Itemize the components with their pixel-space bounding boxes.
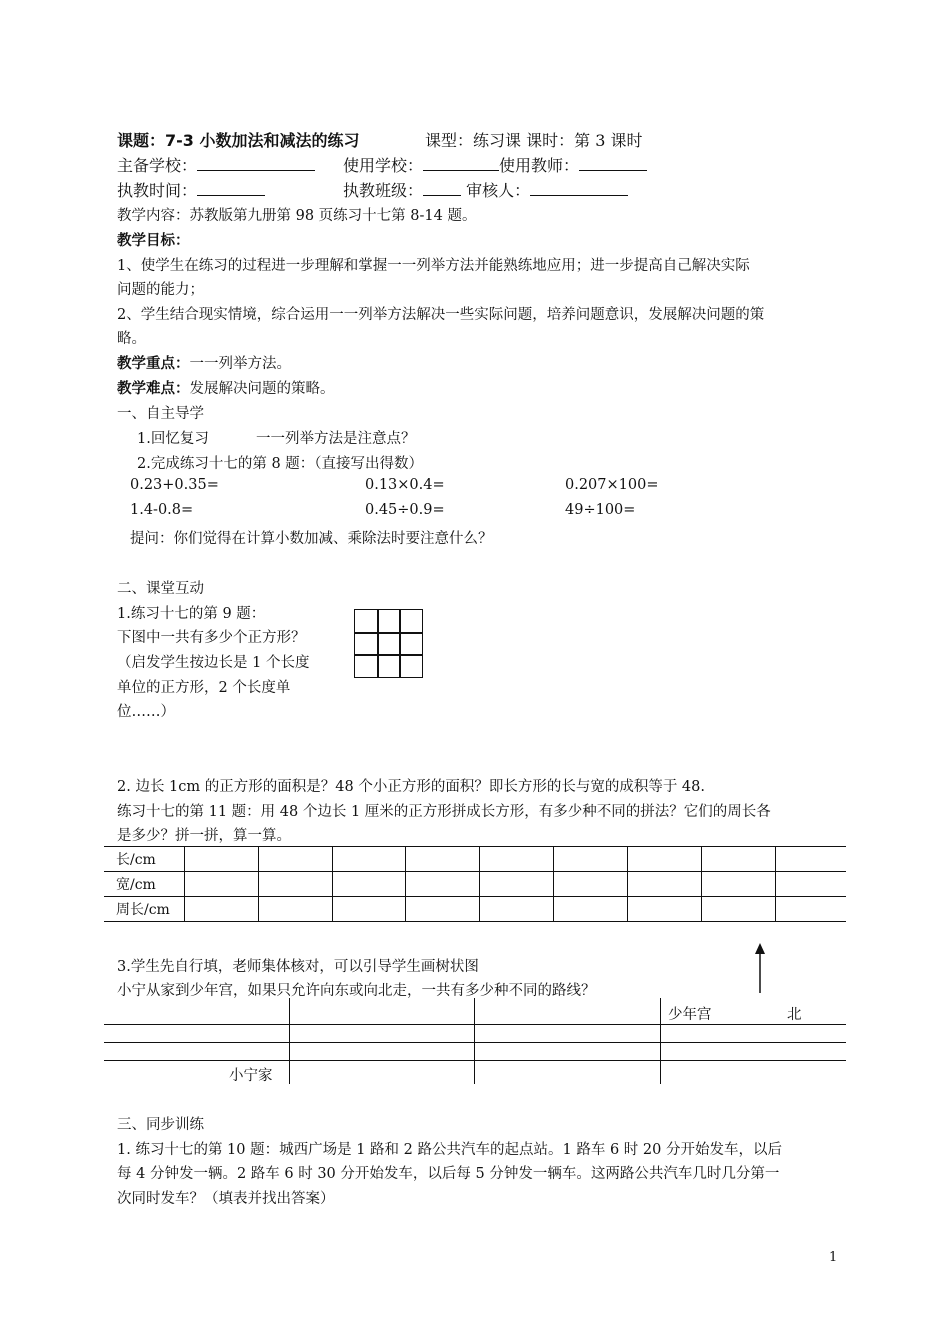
goal-1-line-2: 问题的能力； <box>117 282 204 298</box>
table-row <box>104 897 846 922</box>
section-1-item-1b: 一一列举方法是注意点？ <box>256 431 416 447</box>
goal-2-line-2: 略。 <box>117 331 146 347</box>
section-2-heading: 二、课堂互动 <box>117 581 204 597</box>
title-text: 7-3 小数加法和减法的练习 <box>165 131 360 150</box>
table-cell[interactable] <box>554 872 628 897</box>
page-number: 1 <box>829 1250 838 1265</box>
use-school-field[interactable] <box>423 155 499 171</box>
map-destination: 少年宫 <box>668 1007 712 1023</box>
calc-item: 0.13×0.4= <box>365 477 445 493</box>
lesson-type: 课型：练习课 <box>425 131 522 150</box>
table-cell[interactable] <box>332 847 406 872</box>
row-header: 周长/cm <box>104 897 185 922</box>
row-header: 宽/cm <box>104 872 185 897</box>
table-cell[interactable] <box>258 872 332 897</box>
use-teacher-label: 使用教师： <box>499 156 580 175</box>
calc-item: 0.23+0.35= <box>130 477 219 493</box>
section-1-item-1a: 1.回忆复习 <box>137 431 209 447</box>
difficulty-text: 发展解决问题的策略。 <box>189 381 335 397</box>
table-cell[interactable] <box>554 897 628 922</box>
key-point-label: 教学重点： <box>117 355 190 372</box>
main-school-field[interactable] <box>197 155 315 171</box>
q1-line-3: 次同时发车？（填表并找出答案） <box>117 1191 335 1207</box>
square-grid-figure <box>354 609 423 678</box>
info-row-2 <box>117 178 265 201</box>
reviewer-label: 审核人： <box>466 181 531 200</box>
table-cell[interactable] <box>332 872 406 897</box>
info-row-1 <box>117 153 315 176</box>
difficulty <box>117 377 335 398</box>
table-cell[interactable] <box>332 897 406 922</box>
table-cell[interactable] <box>258 847 332 872</box>
p3-line-2: 小宁从家到少年宫，如果只允许向东或向北走，一共有多少种不同的路线？ <box>117 983 596 999</box>
table-cell[interactable] <box>775 847 846 872</box>
table-cell[interactable] <box>185 847 259 872</box>
table-cell[interactable] <box>406 847 480 872</box>
p1-line: 单位的正方形，2 个长度单 <box>117 680 291 696</box>
section-1-item-2: 2.完成练习十七的第 8 题：（直接写出得数） <box>137 456 424 472</box>
section-3-heading: 三、同步训练 <box>117 1117 204 1133</box>
p2-line-1: 2. 边长 1cm 的正方形的面积是？48 个小正方形的面积？即长方形的长与宽的成积等于 48. <box>117 779 705 795</box>
table-cell[interactable] <box>775 897 846 922</box>
difficulty-label: 教学难点： <box>117 380 190 397</box>
teaching-content: 教学内容：苏教版第九册第 98 页练习十七第 8-14 题。 <box>117 208 477 224</box>
lesson-title <box>117 128 360 151</box>
time-field[interactable] <box>197 180 265 196</box>
class-label: 执教班级： <box>343 181 424 200</box>
table-cell[interactable] <box>185 872 259 897</box>
p2-line-2: 练习十七的第 11 题：用 48 个边长 1 厘米的正方形拼成长方形，有多少种不同的拼法？它们的周长各 <box>117 804 771 820</box>
goal-2-line-1: 2、学生结合现实情境，综合运用一一列举方法解决一些实际问题，培养问题意识，发展解决问题的策 <box>117 307 765 323</box>
table-cell[interactable] <box>480 897 554 922</box>
q1-line-1: 1. 练习十七的第 10 题：城西广场是 1 路和 2 路公共汽车的起点站。1 路车 6 时 20 分开始发车，以后 <box>117 1142 782 1158</box>
table-row <box>104 847 846 872</box>
table-cell[interactable] <box>701 872 775 897</box>
table-cell[interactable] <box>480 847 554 872</box>
key-point-text: 一一列举方法。 <box>189 356 291 372</box>
table-cell[interactable] <box>627 847 701 872</box>
key-point <box>117 352 291 373</box>
p1-line: （启发学生按边长是 1 个长度 <box>117 655 310 671</box>
calc-item: 0.207×100= <box>565 477 659 493</box>
table-cell[interactable] <box>258 897 332 922</box>
map-home: 小宁家 <box>229 1068 273 1084</box>
table-cell[interactable] <box>185 897 259 922</box>
table-cell[interactable] <box>701 897 775 922</box>
table-cell[interactable] <box>701 847 775 872</box>
calc-item: 0.45÷0.9= <box>365 502 445 518</box>
table-cell[interactable] <box>480 872 554 897</box>
section-1-heading: 一、自主导学 <box>117 406 204 422</box>
table-cell[interactable] <box>406 897 480 922</box>
info-row-1b <box>343 153 647 176</box>
table-row <box>104 872 846 897</box>
class-field[interactable] <box>423 180 461 196</box>
section-1-question: 提问：你们觉得在计算小数加减、乘除法时要注意什么？ <box>130 531 493 547</box>
table-cell[interactable] <box>554 847 628 872</box>
rectangle-table <box>104 846 846 922</box>
table-cell[interactable] <box>406 872 480 897</box>
p1-line: 1.练习十七的第 9 题： <box>117 606 266 622</box>
use-teacher-field[interactable] <box>579 155 647 171</box>
goals-heading: 教学目标： <box>117 232 190 249</box>
p1-line: 下图中一共有多少个正方形？ <box>117 630 306 646</box>
time-label: 执教时间： <box>117 181 198 200</box>
north-arrow-icon <box>752 943 768 995</box>
table-cell[interactable] <box>627 872 701 897</box>
table-cell[interactable] <box>627 897 701 922</box>
lesson-type-hours <box>425 128 642 151</box>
title-label: 课题： <box>117 131 166 150</box>
calc-item: 49÷100= <box>565 502 636 518</box>
p2-line-3: 是多少？拼一拼，算一算。 <box>117 828 291 844</box>
info-row-2b <box>343 178 628 201</box>
row-header: 长/cm <box>104 847 185 872</box>
reviewer-field[interactable] <box>530 180 628 196</box>
map-north-label: 北 <box>787 1007 802 1023</box>
p3-line-1: 3.学生先自行填，老师集体核对，可以引导学生画树状图 <box>117 959 479 975</box>
q1-line-2: 每 4 分钟发一辆。2 路车 6 时 30 分开始发车，以后每 5 分钟发一辆车。这两路公共汽车几时几分第一 <box>117 1166 780 1182</box>
lesson-hours: 课时：第 3 课时 <box>526 131 643 150</box>
use-school-label: 使用学校： <box>343 156 424 175</box>
calc-item: 1.4-0.8= <box>130 502 194 518</box>
p1-line: 位……） <box>117 704 175 720</box>
main-school-label: 主备学校： <box>117 156 198 175</box>
table-cell[interactable] <box>775 872 846 897</box>
goal-1-line-1: 1、使学生在练习的过程进一步理解和掌握一一列举方法并能熟练地应用；进一步提高自己解决实际 <box>117 258 750 274</box>
